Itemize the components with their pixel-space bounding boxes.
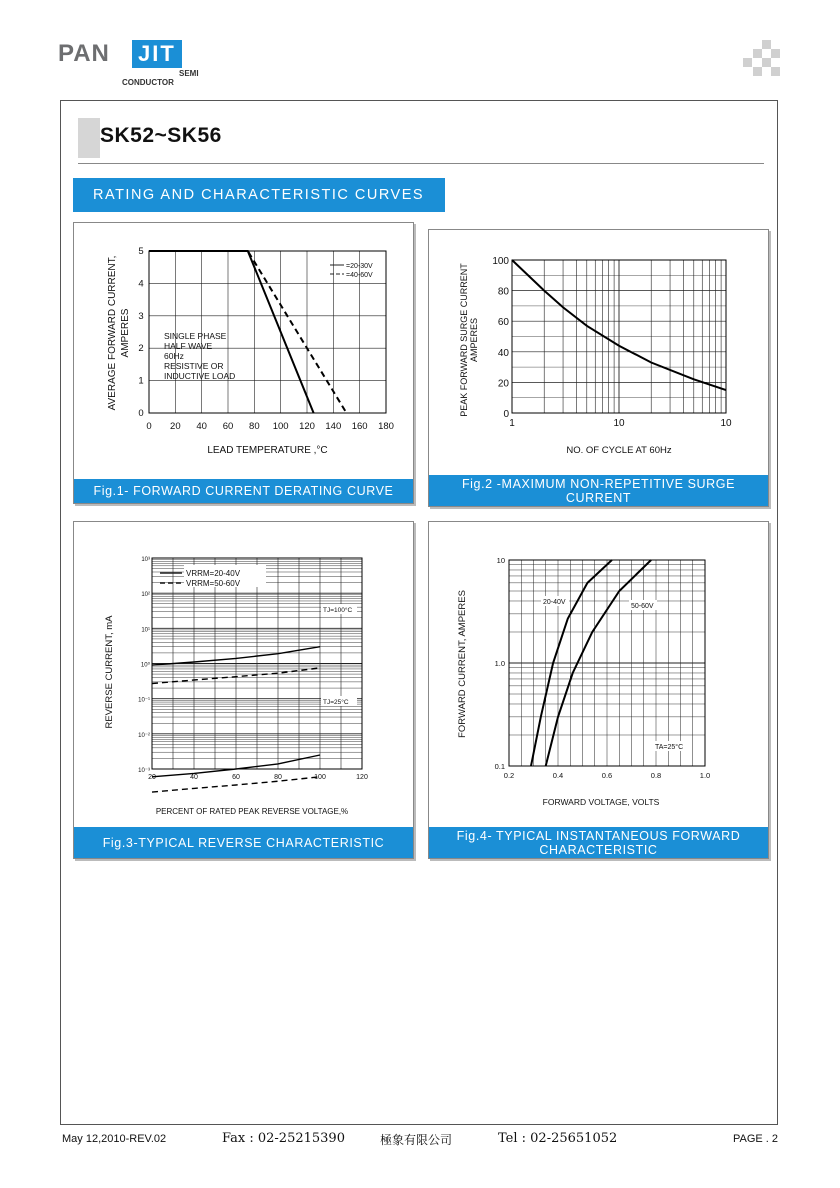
y-tick-label: 3 — [138, 310, 144, 322]
company-logo — [58, 40, 198, 90]
x-tick-label: 10 — [720, 418, 732, 429]
y-axis-label: AMPERES — [469, 317, 479, 363]
y-tick-label: 1.0 — [494, 659, 505, 668]
y-axis-label: PEAK FORWARD SURGE CURRENT — [459, 263, 469, 417]
series-label: TJ=25°C — [323, 699, 349, 706]
y-tick-label: 10⁻¹ — [138, 697, 150, 704]
annotation-text: INDUCTIVE LOAD — [164, 371, 236, 381]
fig2-panel — [428, 229, 769, 507]
x-tick-label: 0.2 — [503, 771, 515, 780]
footer-company: 極象有限公司 — [380, 1133, 453, 1147]
y-tick-label: 10⁻³ — [138, 768, 150, 774]
x-tick-label: 120 — [356, 774, 368, 781]
x-tick-label: 0.8 — [650, 771, 662, 780]
y-tick-label: 10⁰ — [140, 662, 150, 669]
x-tick-label: 40 — [190, 774, 198, 781]
y-tick-label: 10³ — [141, 557, 150, 563]
legend-entry: =20-30V — [346, 263, 373, 270]
x-tick-label: 20 — [170, 421, 181, 432]
section-heading: RATING AND CHARACTERISTIC CURVES — [73, 178, 445, 212]
x-tick-label: 0.6 — [601, 771, 613, 780]
footer-page: PAGE . 2 — [733, 1133, 779, 1145]
fig1-chart — [74, 223, 415, 481]
x-tick-label: 1 — [509, 418, 515, 429]
annotation-text: HALF WAVE — [164, 341, 213, 351]
footer-date: May 12,2010-REV.02 — [62, 1133, 167, 1145]
logo-conductor: CONDUCTOR — [122, 78, 174, 87]
y-tick-label: 10¹ — [141, 627, 150, 634]
series-label: 20-40V — [543, 599, 566, 606]
y-tick-label: 10 — [496, 556, 505, 565]
checker-decoration — [743, 40, 781, 78]
x-tick-label: 180 — [378, 421, 394, 432]
x-axis-label: FORWARD VOLTAGE, VOLTS — [542, 797, 660, 807]
series-label: 50-60V — [631, 603, 654, 610]
fig3-caption: Fig.3-TYPICAL REVERSE CHARACTERISTIC — [74, 827, 413, 858]
x-tick-label: 1.0 — [699, 771, 711, 780]
x-tick-label: 0 — [146, 421, 152, 432]
fig1-panel — [73, 222, 414, 504]
fig3-chart — [74, 522, 415, 828]
fig3-panel — [73, 521, 414, 859]
x-tick-label: 10 — [613, 418, 625, 429]
annotation-text: SINGLE PHASE — [164, 331, 227, 341]
y-tick-label: 2 — [138, 343, 144, 355]
logo-semi: SEMI — [179, 69, 199, 78]
logo-pan: PAN — [58, 40, 110, 67]
series-label: TJ=100°C — [323, 607, 353, 614]
series-label: TA=25°C — [655, 744, 684, 751]
y-tick-label: 40 — [497, 347, 509, 359]
y-tick-label: 5 — [138, 246, 144, 257]
x-tick-label: 140 — [325, 421, 342, 432]
y-tick-label: 10⁻² — [138, 732, 150, 739]
y-tick-label: 80 — [497, 286, 509, 298]
fig4-caption: Fig.4- TYPICAL INSTANTANEOUS FORWARD CHARACTERISTIC — [429, 827, 768, 858]
title-accent-bar — [78, 118, 100, 158]
title-rule — [78, 163, 764, 164]
y-tick-label: 100 — [492, 256, 509, 267]
y-tick-label: 1 — [138, 375, 144, 387]
y-tick-label: 10² — [141, 592, 150, 599]
annotation-text: RESISTIVE OR — [164, 361, 224, 371]
legend-entry: =40-60V — [346, 272, 373, 279]
legend-entry: VRRM=20-40V — [186, 569, 241, 578]
y-tick-label: 4 — [138, 278, 144, 290]
footer-fax: Fax : 02-25215390 — [222, 1131, 345, 1146]
x-tick-label: 120 — [299, 421, 315, 432]
x-tick-label: 80 — [249, 421, 260, 432]
x-tick-label: 100 — [314, 774, 326, 781]
annotation-text: 60Hz — [164, 351, 184, 361]
fig2-caption: Fig.2 -MAXIMUM NON-REPETITIVE SURGE CURRENT — [429, 475, 768, 506]
x-tick-label: 160 — [351, 421, 368, 432]
x-tick-label: 100 — [272, 421, 289, 432]
fig1-caption: Fig.1- FORWARD CURRENT DERATING CURVE — [74, 479, 413, 503]
x-axis-label: NO. OF CYCLE AT 60Hz — [566, 445, 672, 456]
y-axis-label: AMPERES — [120, 308, 131, 358]
x-axis-label: PERCENT OF RATED PEAK REVERSE VOLTAGE,% — [155, 807, 349, 816]
x-tick-label: 0.4 — [552, 771, 564, 780]
y-tick-label: 0 — [138, 408, 144, 419]
footer-tel: Tel : 02-25651052 — [498, 1131, 618, 1146]
legend-entry: VRRM=50-60V — [186, 579, 241, 588]
fig2-chart — [429, 230, 770, 476]
y-axis-label: REVERSE CURRENT, mA — [104, 615, 115, 729]
y-tick-label: 20 — [497, 378, 509, 390]
y-tick-label: 0.1 — [494, 762, 505, 771]
x-tick-label: 60 — [222, 421, 234, 432]
x-tick-label: 60 — [232, 774, 240, 781]
fig4-chart — [429, 522, 770, 827]
page-title: SK52~SK56 — [100, 124, 222, 147]
x-tick-label: 40 — [196, 421, 207, 432]
fig4-panel — [428, 521, 769, 859]
x-tick-label: 20 — [148, 774, 156, 781]
x-axis-label: LEAD TEMPERATURE ,°C — [207, 445, 328, 456]
x-tick-label: 80 — [274, 774, 282, 781]
y-tick-label: 60 — [497, 317, 509, 329]
logo-jit: JIT — [132, 40, 182, 68]
y-axis-label: AVERAGE FORWARD CURRENT, — [107, 255, 118, 411]
y-axis-label: FORWARD CURRENT, AMPERES — [457, 590, 468, 738]
y-tick-label: 0 — [503, 409, 509, 420]
